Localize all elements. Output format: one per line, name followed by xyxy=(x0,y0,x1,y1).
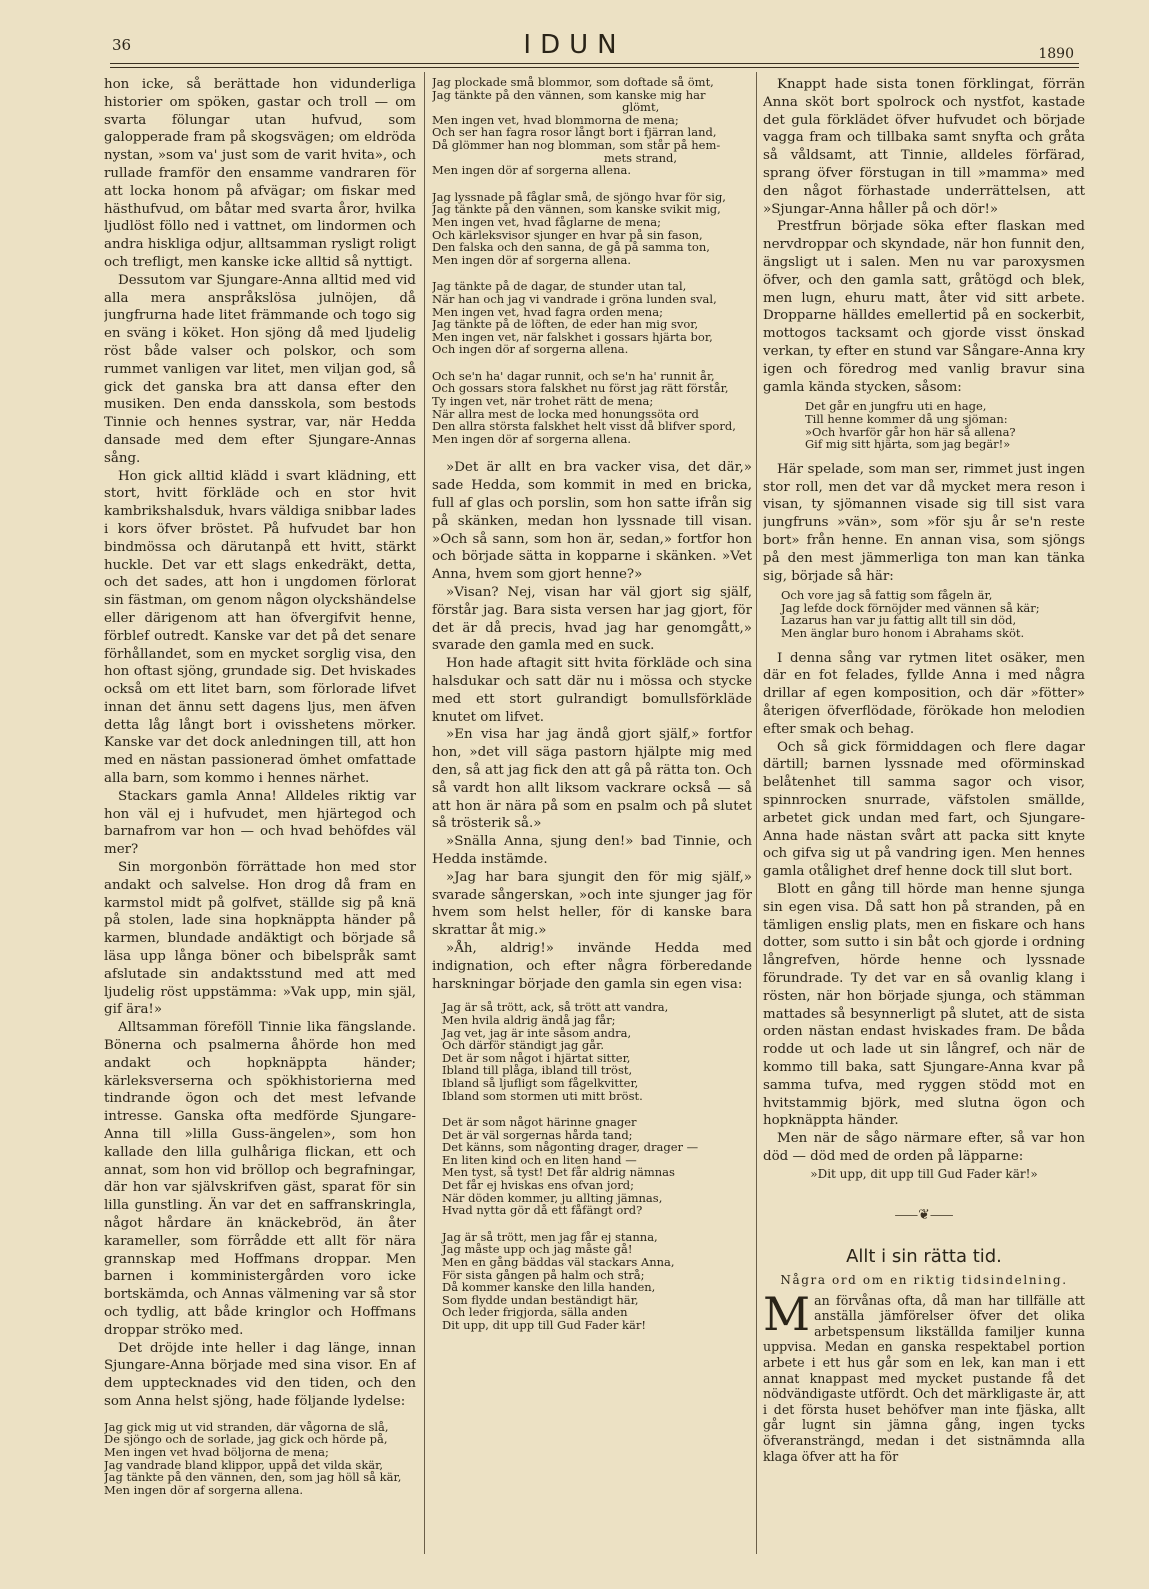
paragraph: Hon gick alltid klädd i svart klädning, ett stort, hvitt förkläde och en stor hvit kambrikshalsduk, hvars väldiga snibbar lades i kors öfver bröstet. På hufvudet bar hon bindmössa och därutanpå ett hvitt, stärkt huckle. Det var ett slags enkedräkt, detta, och det sades, att hon i ungdomen förlorat sin fästman, om genom någon olyckshändelse eller därigenom att han öfvergifvit henne, förblef outredt. Kanske var det på det senare förhållandet, som en mycket sorglig visa, den hon oftast sjöng, grundade sig. Det hviskades också om ett litet barn, som förlorade lifvet innan det ännu sett dagens ljus, men äfven detta låg långt bort i ovisshetens mörker. Kanske var det dock anledningen till, att hon med en nästan passionerad ömhet omfattade alla barn, som kommo i hennes närhet. xyxy=(104,468,416,787)
paragraph: »Åh, aldrig!» invände Hedda med indignation, och efter några förberedande harskningar började den gamla sin egen visa: xyxy=(432,940,752,992)
paragraph: »Jag har bara sjungit den för mig själf,» svarade sångerskan, »och inte sjunger jag för hvem som helst heller, för di kanske bara skrattar åt mig.» xyxy=(432,869,752,939)
paragraph: »Visan? Nej, visan har väl gjort sig själf, förstår jag. Bara sista versen har jag gjort, för det är då precis, hvad jag har genomgått,» svarade den gamla med en suck. xyxy=(432,585,752,654)
paragraph: an förvånas ofta, då man har tillfälle att anställa jämförelser öfver det olika arbetspensum likställda familjer kunna uppvisa. Medan en ganska respektabel portion arbete i ett hus går som en lek, kan man i ett annat knappast med mycket pustande få det nödvändigaste utfördt. Och det märkligaste är, att i det första huset behöfver man inte fjäska, allt går lugnt sin jämna gång, ingen tycks öfveransträngd, medan i det sistnämnda alla klaga öfver att ha för xyxy=(763,1292,1085,1464)
song-stanza: Jag gick mig ut vid stranden, där vågorna de slå, De sjöngo och de sorlade, jag gick och hörde på, Men ingen vet hvad böljorna de mena; Jag vandrade bland klippor, uppå det vilda skär, Jag tänkte på den vännen, den, som jag höll så kär, Men ingen dör af sorgerna allena. xyxy=(104,1419,402,1497)
paragraph: Sin morgonbön förrättade hon med stor andakt och salvelse. Hon drog då fram en karmstol midt på golfvet, ställde sig på knä på stolen, lade sina hopknäppta händer på karmen, blundade andäktigt och började så läsa upp långa böner och bibelspråk samt afslutade sin andaktsstund med att med ljudelig röst uppstämma: »Vak upp, min själ, gif ära!» xyxy=(104,860,416,1018)
paragraph: Det dröjde inte heller i dag länge, innan Sjungare-Anna började med sina visor. En af dem upptecknades vid den tiden, och den som Anna helst sjöng, hade följande lydelse: xyxy=(104,1340,416,1409)
paragraph: hon icke, så berättade hon vidunderliga historier om spöken, gastar och troll — om svarta fölungar utan hufvud, som galopperade fram på skogsvägen; om eldröda nystan, »som va' just som de varit hvita», och rullade framför den ensamme vandraren för att locka honom på afvägar; om fiskar med hästhufvud, om båtar med svarta åror, hvilka ljudlöst föllo ned i vattnet, om lindormen och andra hiskliga odjur, alltsamman rysligt roligt och trefligt, men kanske icke alltid så nyttigt. xyxy=(104,77,416,270)
paragraph: Stackars gamla Anna! Alldeles riktig var hon väl ej i hufvudet, men hjärtegod och barnafrom var hon — och hvad behöfdes väl mer? xyxy=(104,788,416,858)
page-number: 36 xyxy=(112,36,132,54)
column-divider-2 xyxy=(756,72,757,1554)
article-body xyxy=(763,1286,1085,1465)
paragraph: »En visa har jag ändå gjort själf,» fortfor hon, »det vill säga pastorn hjälpte mig med den, så att jag fick den att gå på rätta ton. Och så vardt hon allt liksom vackrare också — så att hon är nära på som en psalm och på slutet så trösterik så.» xyxy=(432,727,752,832)
paragraph: Knappt hade sista tonen förklingat, förrän Anna sköt bort spolrock och nystfot, kastade det gula förklädet öfver hufvudet och började vagga fram och tillbaka samt snyfta och gråta så våldsamt, att Tinnie, alldeles förfärad, sprang öfver förstugan in till »mamma» med den något förhastade underrättelsen, att »Sjungar-Anna håller på och dör!» xyxy=(763,77,1085,217)
drop-cap: M xyxy=(763,1286,811,1341)
paragraph: Men när de sågo närmare efter, så var hon död — död med de orden på läpparne: xyxy=(763,1131,1085,1164)
song-stanza: Jag är så trött, ack, så trött att vandra, Men hvila aldrig ändå jag får; Jag vet, jag är inte såsom andra, Och därför ständigt jag går. Det är som något i hjärtat sitter, Ibland till plåga, ibland till tröst, Ibland så ljufligt som fågelkvitter, Ibland som stormen uti mitt bröst. xyxy=(442,1000,669,1103)
column-divider-1 xyxy=(424,72,425,1554)
paragraph: Prestfrun började söka efter flaskan med nervdroppar och skyndade, när hon funnit den, ängsligt ut i salen. Men nu var paroxysmen öfver, och den gamla satt, gråtögd och blek, men lugn, ehuru matt, åter vid sitt arbete. Dropparne hälldes emellertid på en sockerbit, mottogos tacksamt och gjorde visst önskad verkan, ty efter en stund var Sångare-Anna kry igen och föredrog med vanlig bravur sina gamla kända stycken, såsom: xyxy=(763,219,1085,395)
issue-year: 1890 xyxy=(1038,46,1074,62)
closing-line: »Dit upp, dit upp till Gud Fader kär!» xyxy=(810,1166,1038,1181)
ornament-divider-icon: ⸺❦⸺ xyxy=(894,1206,954,1223)
column-3 xyxy=(763,76,1085,1566)
paragraph: Dessutom var Sjungare-Anna alltid med vid alla mera anspråkslösa julnöjen, då jungfrurna hade litet främmande och togo sig en sväng i köket. Hon sjöng då med ljudelig röst både valser och polskor, och som rummet vanligen var litet, men viljan god, så gick det ganska bra att dansa efter den musiken. Den enda dansskola, som bestods Tinnie och hennes systrar, var, när Hedda dansade med dem efter Sjungare-Annas sång. xyxy=(104,272,416,466)
article-title: Allt i sin rätta tid. xyxy=(846,1245,1002,1267)
song-stanza: Det går en jungfru uti en hage, Till henne kommer då ung sjöman: »Och hvarför går hon här så allena? Gif mig sitt hjärta, som jag begär!» xyxy=(805,399,1016,452)
paragraph: Här spelade, som man ser, rimmet just ingen stor roll, men det var då mycket mera reson i visan, ty sjömannen visade sig till sist vara jungfruns »vän», som »för sju år se'n reste bort» från henne. En annan visa, som sjöngs på den mest jämmerliga ton man kan tänka sig, började så här: xyxy=(763,461,1085,584)
column-1 xyxy=(104,76,416,1566)
paragraph: »Snälla Anna, sjung den!» bad Tinnie, och Hedda instämde. xyxy=(432,834,752,867)
header-rule-thin xyxy=(110,67,1079,68)
song-stanza: Jag lyssnade på fåglar små, de sjöngo hvar för sig, Jag tänkte på den vännen, som kanske svikit mig, Men ingen vet, hvad fåglarne de mena; Och kärleksvisor sjunger en hvar på sin fason, Den falska och den sanna, de gå på samma ton, Men ingen dör af sorgerna allena. xyxy=(432,189,726,267)
paragraph: Blott en gång till hörde man henne sjunga sin egen visa. Då satt hon på stranden, på en tämligen enslig plats, men en fiskare och hans dotter, som sutto i sin båt och gjorde i ordning långrefven, hörde henne och lyssnade förundrade. Ty det var en så ovanlig klang i rösten, när hon började sjunga, och stämman mattades så besynnerligt på slutet, att de sista orden nästan endast hviskades fram. De båda rodde ut och lade ut sin långref, och när de kommo till baka, satt Sjungare-Anna kvar på samma tufva, med ryggen stödd mot en hvitstammig björk, med slutna ögon och hopknäppta händer. xyxy=(763,882,1085,1129)
column-2 xyxy=(432,76,752,1566)
paragraph: Alltsamman föreföll Tinnie lika fängslande. Bönerna och psalmerna åhörde hon med andakt och hopknäppta händer; kärleksverserna och spökhistorierna med tindrande ögon och det mest lefvande intresse. Ganska ofta medförde Sjungare-Anna till »lilla Guss-ängelen», som hon kallade den lilla gulhåriga flickan, ett och annat, som hon vid bröllop och begrafningar, där hon var självskrifven gäst, sparat för sin lilla gunstling. Än var det en saffranskringla, något hårdare än knäckebröd, än åter karameller, som förrådde ett allt för nära grannskap med Hoffmans droppar. Men barnen i komministergården voro icke bortskämda, och Annas välmening var så stor och tydlig, att både kringlor och Hoffmans droppar ströko med. xyxy=(104,1020,416,1338)
paragraph: Hon hade aftagit sitt hvita förkläde och sina halsdukar och satt där nu i mössa och stycke med ett stort gulrandigt bomullsförkläde knutet om lifvet. xyxy=(432,656,752,725)
song-stanza: Jag plockade små blommor, som doftade så ömt, Jag tänkte på den vännen, som kanske mig har glömt, Men ingen vet, hvad blommorna de mena; Och ser han fagra rosor långt bort i fjärran land, Då glömmer han nog blomman, som står på hem- mets strand, Men ingen dör af sorgerna allena. xyxy=(432,76,721,178)
song-stanza: Jag är så trött, men jag får ej stanna, Jag måste upp och jag måste gå! Men en gång bäddas väl stackars Anna, För sista gången på halm och strå; Då kommer kanske den lilla handen, Som flydde undan beständigt här, Och leder frigjorda, sälla anden Dit upp, dit upp till Gud Fader kär! xyxy=(442,1229,675,1332)
paragraph: »Det är allt en bra vacker visa, det där,» sade Hedda, som kommit in med en bricka, full af glas och porslin, som hon satte ifrån sig på skänken, medan hon lyssnade till visan. »Och så sann, som hon är, sedan,» fortfor hon och började sätta in kopparne i skänken. »Vet Anna, hvem som gjort henne?» xyxy=(432,460,752,583)
journal-title: IDUN xyxy=(523,30,626,60)
song-stanza: Och vore jag så fattig som fågeln är, Jag lefde dock förnöjder med vännen så kär; Lazarus han var ju fattig allt till sin död, Men änglar buro honom i Abrahams sköt. xyxy=(781,588,1040,641)
paragraph: I denna sång var rytmen litet osäker, men där en fot felades, fyllde Anna i med några drillar af egen komposition, och där »fötter» återigen öfverflödade, förökade hon melodien efter smak och behag. xyxy=(763,650,1085,737)
article-subtitle: Några ord om en riktig tidsindelning. xyxy=(780,1272,1068,1287)
header-rule-thick xyxy=(110,63,1079,64)
song-stanza: Och se'n ha' dagar runnit, och se'n ha' runnit år, Och gossars stora falskhet nu först jag rätt förstår, Ty ingen vet, när trohet rätt de mena; När allra mest de locka med honungssöta ord Den allra största falskhet helt visst då blifver spord, Men ingen dör af sorgerna allena. xyxy=(432,368,736,446)
song-stanza: Det är som något härinne gnager Det är väl sorgernas hårda tand; Det känns, som någonting drager, drager — En liten kind och en liten hand — Men tyst, så tyst! Det får aldrig nämnas Det får ej hviskas ens ofvan jord; När döden kommer, ju allting jämnas, Hvad nytta gör då ett fåfängt ord? xyxy=(442,1115,699,1218)
paragraph: Och så gick förmiddagen och flere dagar därtill; barnen lyssnade med oförminskad belåtenhet till samma sagor och visor, spinnrocken snurrade, väfstolen smällde, arbetet gick undan med fart, och Sjungare-Anna hade nästan svårt att packa sitt knyte och gifva sig ut på vandring igen. Men hennes gamla otålighet dref henne dock till slut bort. xyxy=(763,739,1085,880)
song-stanza: Jag tänkte på de dagar, de stunder utan tal, När han och jag vi vandrade i gröna lunden sval, Men ingen vet, hvad fagra orden mena; Jag tänkte på de löften, de eder han mig svor, Men ingen vet, när falskhet i gossars hjärta bor, Och ingen dör af sorgerna allena. xyxy=(432,279,717,357)
